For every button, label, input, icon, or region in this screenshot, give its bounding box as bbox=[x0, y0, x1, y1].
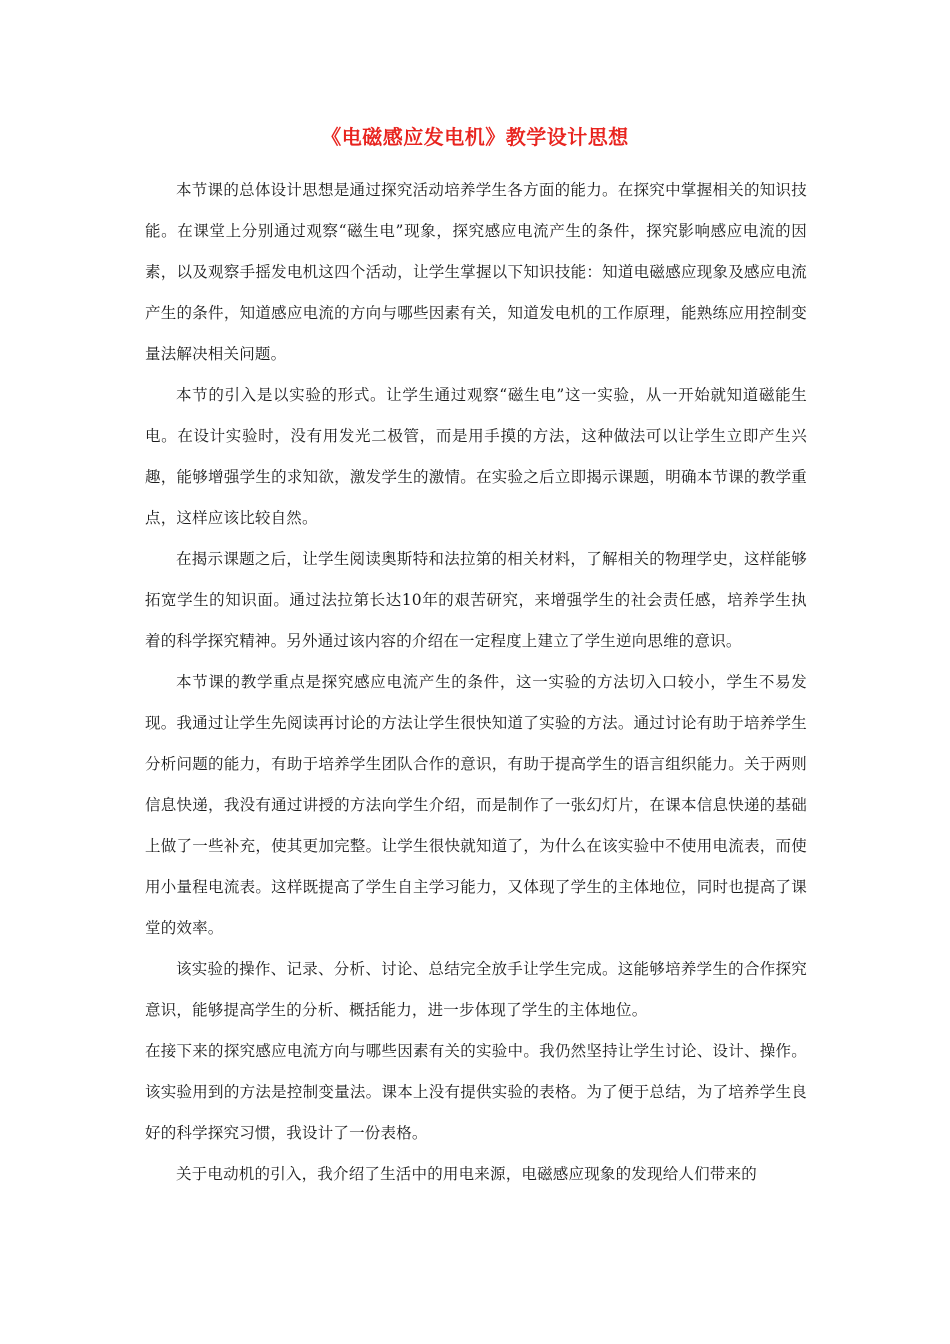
paragraph-experiment: 该实验的操作、记录、分析、讨论、总结完全放手让学生完成。这能够培养学生的合作探究意识，能够提高学生的分析、概括能力，进一步体现了学生的主体地位。 bbox=[145, 960, 807, 1019]
paragraph-key-point: 本节课的教学重点是探究感应电流产生的条件，这一实验的方法切入口较小，学生不易发现。我通过让学生先阅读再讨论的方法让学生很快知道了实验的方法。通过讨论有助于培养学生分析问题的能力，有助于培养学生团队合作的意识，有助于提高学生的语言组织能力。关于两则信息快递，我没有通过讲授的方法向学生介绍，而是制作了一张幻灯片，在课本信息快递的基础上做了一些补充，使其更加完整。让学生很快就知道了，为什么在该实验中不使用电流表，而使用小量程电流表。这样既提高了学生自主学习能力，又体现了学生的主体地位，同时也提高了课堂的效率。 bbox=[145, 673, 807, 937]
paragraph-introduction: 本节的引入是以实验的形式。让学生通过观察“磁生电”这一实验，从一开始就知道磁能生电。在设计实验时，没有用发光二极管，而是用手摸的方法，这种做法可以让学生立即产生兴趣，能够增强学生的求知欲，激发学生的激情。在实验之后立即揭示课题，明确本节课的教学重点，这样应该比较自然。 bbox=[145, 386, 807, 527]
paragraph-history: 在揭示课题之后，让学生阅读奥斯特和法拉第的相关材料，了解相关的物理学史，这样能够拓宽学生的知识面。通过法拉第长达10年的艰苦研究，来增强学生的社会责任感，培养学生执着的科学探究精神。另外通过该内容的介绍在一定程度上建立了学生逆向思维的意识。 bbox=[145, 550, 807, 650]
paragraph-motor-intro: 关于电动机的引入，我介绍了生活中的用电来源，电磁感应现象的发现给人们带来的 bbox=[176, 1165, 757, 1183]
document-title: 《电磁感应发电机》教学设计思想 bbox=[321, 125, 629, 149]
document-body bbox=[145, 170, 807, 1195]
paragraph-current-direction: 在接下来的探究感应电流方向与哪些因素有关的实验中。我仍然坚持让学生讨论、设计、操作。该实验用到的方法是控制变量法。课本上没有提供实验的表格。为了便于总结，为了培养学生良好的科学探究习惯，我设计了一份表格。 bbox=[145, 1042, 807, 1142]
paragraph-design-idea: 本节课的总体设计思想是通过探究活动培养学生各方面的能力。在探究中掌握相关的知识技能。在课堂上分别通过观察“磁生电”现象，探究感应电流产生的条件，探究影响感应电流的因素，以及观察手摇发电机这四个活动，让学生掌握以下知识技能：知道电磁感应现象及感应电流产生的条件，知道感应电流的方向与哪些因素有关，知道发电机的工作原理，能熟练应用控制变量法解决相关问题。 bbox=[145, 181, 807, 363]
